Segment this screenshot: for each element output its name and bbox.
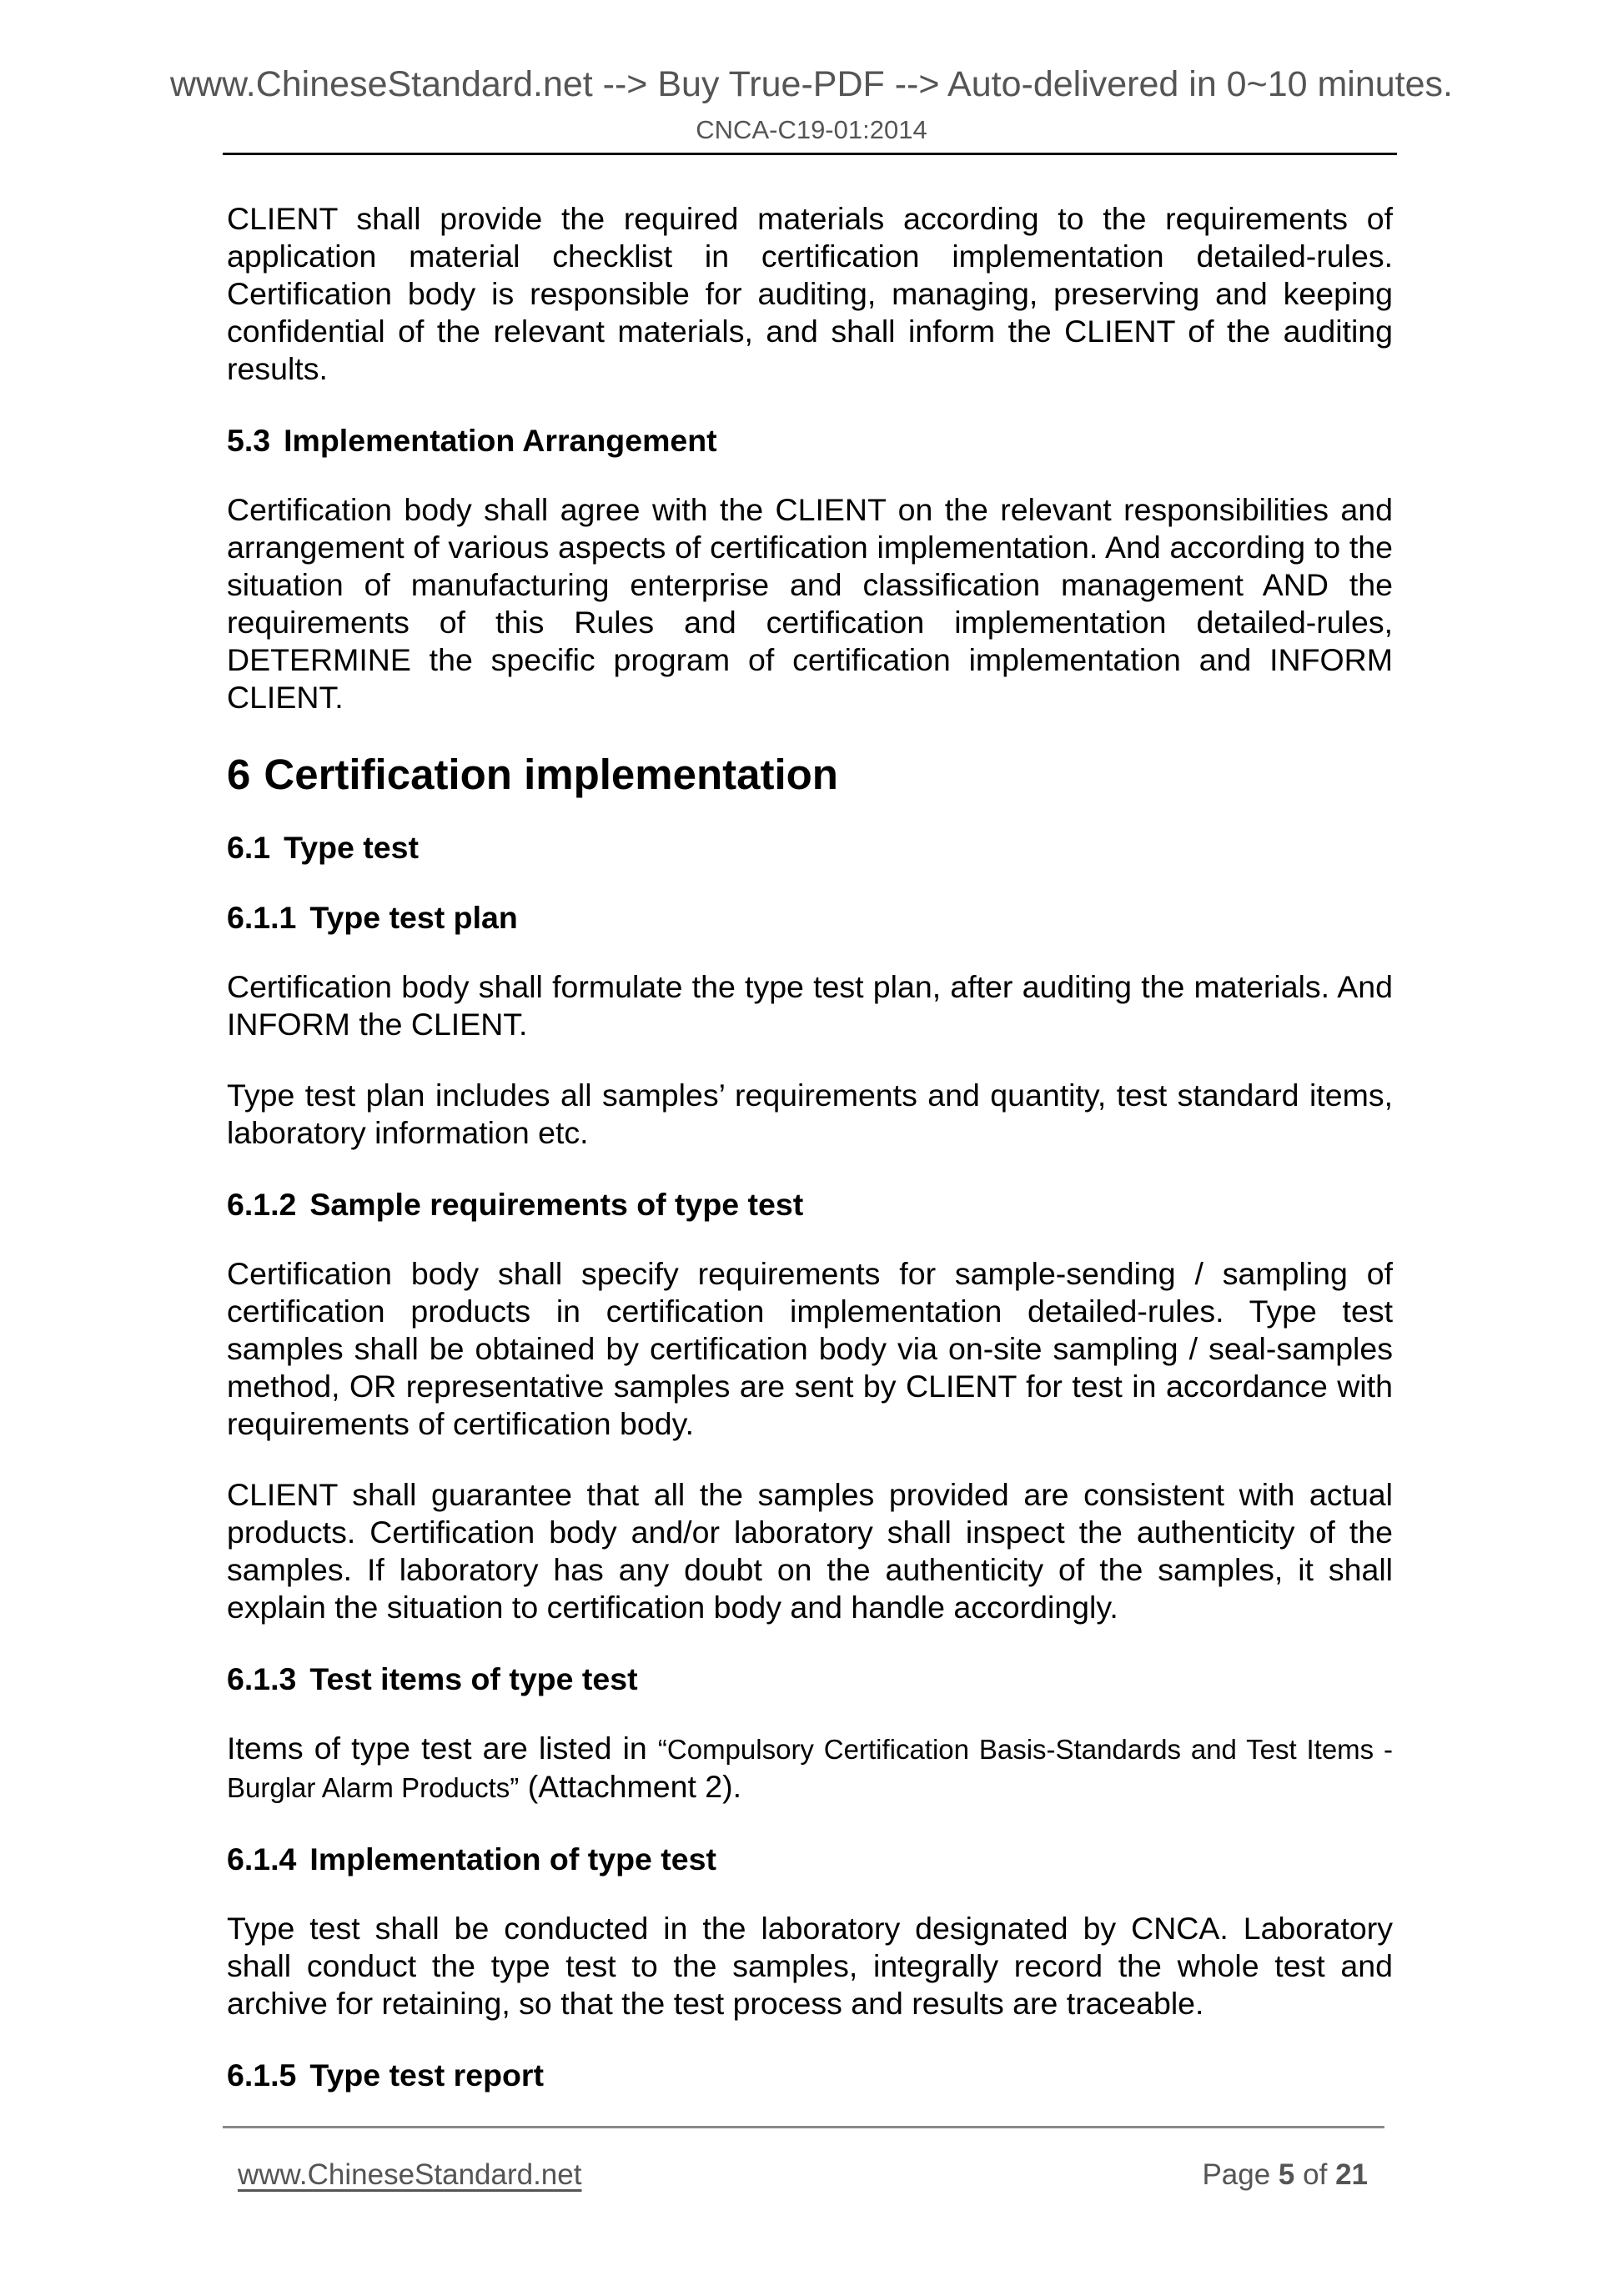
heading-number: 6.1.3 bbox=[227, 1661, 297, 1696]
footer-divider bbox=[223, 2126, 1384, 2128]
heading-number: 5.3 bbox=[227, 423, 271, 458]
heading-6-1-3 bbox=[227, 1660, 1393, 1698]
paragraph-5-3: Certification body shall agree with the CLIENT on the relevant responsibilities and arrangement of various aspects of certification implementation. And according to the situation of manufacturing enterprise and classification management AND the requirements of this Rules and certification implementation detailed-rules, DETERMINE the specific program of certification implementation and INFORM CLIENT. bbox=[227, 492, 1393, 715]
heading-6-1 bbox=[227, 828, 1393, 867]
page-header bbox=[0, 63, 1623, 147]
heading-number: 6.1.4 bbox=[227, 1841, 297, 1876]
attachment-title-quote: “Compulsory Certification Basis-Standards and Test Items - Burglar Alarm Products” bbox=[227, 1734, 1394, 1803]
heading-6-1-4 bbox=[227, 1840, 1393, 1878]
header-divider bbox=[223, 153, 1397, 155]
heading-title: Implementation of type test bbox=[309, 1841, 716, 1876]
heading-title: Implementation Arrangement bbox=[284, 423, 717, 458]
text-prefix: Items of type test are listed in bbox=[227, 1731, 658, 1766]
heading-title: Type test plan bbox=[309, 900, 518, 935]
heading-title: Certification implementation bbox=[264, 751, 838, 798]
document-id: CNCA-C19-01:2014 bbox=[696, 115, 927, 144]
paragraph-6-1-2-a: Certification body shall specify requirements for sample-sending / sampling of certification products in certification implementation detailed-rules. Type test samples shall be obtained by certification body via on-site sampling / seal-samples method, OR representative samples are sent by CLIENT for test in accordance with requirements of certification body. bbox=[227, 1256, 1393, 1441]
heading-number: 6.1.1 bbox=[227, 900, 297, 935]
heading-6-1-2 bbox=[227, 1185, 1393, 1223]
heading-5-3 bbox=[227, 421, 1393, 460]
page-total: 21 bbox=[1335, 2158, 1368, 2191]
heading-6-1-5 bbox=[227, 2056, 1393, 2094]
heading-number: 6 bbox=[227, 751, 251, 798]
paragraph-6-1-1-a: Certification body shall formulate the type test plan, after auditing the materials. And INFORM the CLIENT. bbox=[227, 969, 1393, 1042]
page-of: of bbox=[1303, 2158, 1328, 2191]
header-banner: www.ChineseStandard.net --> Buy True-PDF --> Auto-delivered in 0~10 minutes. bbox=[169, 64, 1453, 104]
heading-6-1-1 bbox=[227, 898, 1393, 937]
paragraph-6-1-2-b: CLIENT shall guarantee that all the samples provided are consistent with actual products. Certification body and/or laboratory shall inspect the authenticity of the samples. If laboratory has any doubt on the authenticity of the samples, it shall explain the situation to certification body and handle accordingly. bbox=[227, 1477, 1393, 1625]
paragraph-6-1-4: Type test shall be conducted in the laboratory designated by CNCA. Laboratory shall conduct the type test to the samples, integrally record the whole test and archive for retaining, so that the test process and results are traceable. bbox=[227, 1911, 1393, 2021]
paragraph-client-materials: CLIENT shall provide the required materials according to the requirements of application material checklist in certification implementation detailed-rules. Certification body is responsible for auditing, managing, preserving and keeping confidential of the relevant materials, and shall inform the CLIENT of the auditing results. bbox=[227, 201, 1393, 386]
heading-title: Sample requirements of type test bbox=[309, 1187, 804, 1222]
page-current: 5 bbox=[1278, 2158, 1295, 2191]
paragraph-6-1-3 bbox=[227, 1730, 1393, 1806]
heading-title: Test items of type test bbox=[309, 1661, 638, 1696]
heading-number: 6.1.2 bbox=[227, 1187, 297, 1222]
heading-6 bbox=[227, 750, 1393, 800]
document-body bbox=[227, 200, 1393, 2126]
heading-title: Type test report bbox=[309, 2057, 545, 2093]
page-label: Page bbox=[1202, 2158, 1271, 2191]
heading-title: Type test bbox=[284, 830, 419, 865]
footer-site-link[interactable]: www.ChineseStandard.net bbox=[238, 2158, 582, 2191]
paragraph-6-1-1-b: Type test plan includes all samples’ requirements and quantity, test standard items, laboratory information etc. bbox=[227, 1078, 1393, 1150]
text-suffix: (Attachment 2). bbox=[519, 1769, 742, 1804]
heading-number: 6.1.5 bbox=[227, 2057, 297, 2093]
heading-number: 6.1 bbox=[227, 830, 271, 865]
page-number bbox=[1202, 2158, 1368, 2192]
